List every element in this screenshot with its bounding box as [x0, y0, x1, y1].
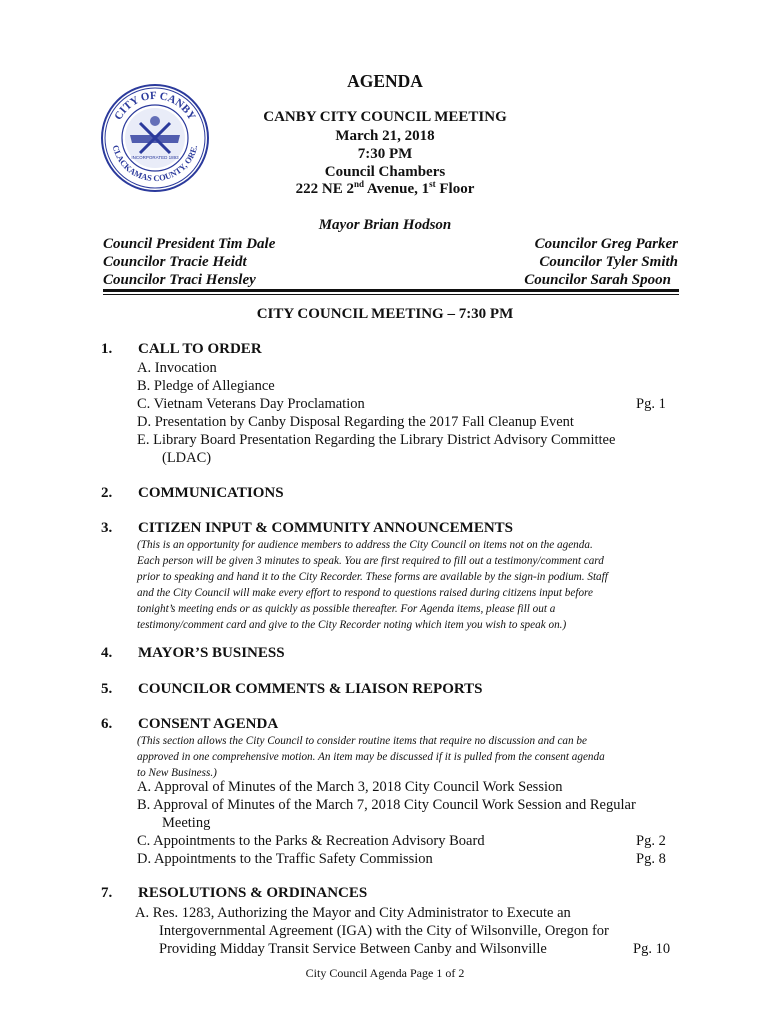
meeting-address: 222 NE 2nd Avenue, 1st Floor: [295, 179, 475, 197]
meeting-name: CANBY CITY COUNCIL MEETING: [263, 109, 507, 125]
section-3-title: CITIZEN INPUT & COMMUNITY ANNOUNCEMENTS: [138, 520, 514, 536]
councilor-left-2: Councilor Tracie Heidt: [103, 254, 247, 270]
list-item: B. Approval of Minutes of the March 7, 2018 City Council Work Session and Regular: [137, 797, 636, 813]
section-1-title: CALL TO ORDER: [138, 341, 262, 357]
meeting-heading: CITY COUNCIL MEETING – 7:30 PM: [256, 306, 514, 322]
page-ref: Pg. 2: [636, 833, 666, 849]
list-item-continued: Intergovernmental Agreement (IGA) with the City of Wilsonville, Oregon for: [159, 923, 609, 939]
list-item: C. Appointments to the Parks & Recreation Advisory Board: [137, 833, 485, 849]
section-2-title: COMMUNICATIONS: [138, 485, 284, 501]
section-4-title: MAYOR’S BUSINESS: [138, 645, 285, 661]
section-7-title: RESOLUTIONS & ORDINANCES: [138, 885, 368, 901]
page-ref: Pg. 8: [636, 851, 666, 867]
seal-center-text: INCORPORATED 1893: [131, 155, 179, 160]
meeting-date: March 21, 2018: [335, 128, 435, 144]
section-7-number: 7.: [101, 885, 113, 901]
councilor-right-3: Councilor Sarah Spoon: [524, 272, 671, 288]
councilor-left-1: Council President Tim Dale: [103, 236, 276, 252]
section-1-number: 1.: [101, 341, 113, 357]
section-5-number: 5.: [101, 681, 113, 697]
page-footer: City Council Agenda Page 1 of 2: [305, 966, 465, 980]
divider-thin: [103, 294, 679, 295]
section-2-number: 2.: [101, 485, 113, 501]
page-ref: Pg. 10: [633, 941, 671, 957]
councilors-right: [524, 235, 678, 289]
list-item-continued: (LDAC): [162, 450, 212, 466]
section-6-title: CONSENT AGENDA: [138, 716, 279, 732]
councilor-left-3: Councilor Traci Hensley: [103, 272, 256, 288]
seal-bottom-text: CLACKAMAS COUNTY, ORE.: [110, 143, 200, 184]
mayor-name: Mayor Brian Hodson: [318, 217, 452, 233]
meeting-location: Council Chambers: [324, 164, 446, 180]
councilor-right-2: Councilor Tyler Smith: [539, 254, 678, 270]
seal-top-text: CITY OF CANBY: [112, 89, 198, 123]
section-5-title: COUNCILOR COMMENTS & LIAISON REPORTS: [138, 681, 483, 697]
list-item: B. Pledge of Allegiance: [137, 378, 275, 394]
meeting-time: 7:30 PM: [357, 146, 413, 162]
list-item: A. Approval of Minutes of the March 3, 2018 City Council Work Session: [137, 779, 563, 795]
list-item: A. Invocation: [137, 360, 217, 376]
list-item-continued: Meeting: [162, 815, 211, 831]
councilor-right-1: Councilor Greg Parker: [534, 236, 678, 252]
section-6-note: (This section allows the City Council to consider routine items that require no discussion and can be approved in one comprehensive motion. An item may be discussed if it is pulled from the consent agenda to New Business.): [137, 735, 605, 779]
list-item: D. Presentation by Canby Disposal Regarding the 2017 Fall Cleanup Event: [137, 414, 574, 430]
section-3-number: 3.: [101, 520, 113, 536]
section-3-note: (This is an opportunity for audience members to address the City Council on items not on the agenda. Each person will be given 3 minutes to speak. You are first required to fill out a testimony/comment card prior to speaking and hand it to the City Recorder. These forms are available by the sign-in podium. Staff and the City Council will make every effort to respond to questions raised during citizens input before tonight’s meeting ends or as quickly as possible thereafter. For Agenda items, please fill out a testimony/comment card and give to the City Recorder noting which item you wish to speak on.): [137, 539, 608, 631]
councilors-left: [103, 235, 275, 289]
agenda-title: AGENDA: [347, 71, 423, 91]
list-item-continued: Providing Midday Transit Service Between Canby and Wilsonville: [159, 941, 547, 957]
divider-thick: [103, 289, 679, 292]
list-item: E. Library Board Presentation Regarding the Library District Advisory Committee: [137, 432, 616, 448]
list-item: C. Vietnam Veterans Day Proclamation: [137, 396, 365, 412]
list-item: A. Res. 1283, Authorizing the Mayor and City Administrator to Execute an: [135, 905, 571, 921]
section-4-number: 4.: [101, 645, 113, 661]
list-item: D. Appointments to the Traffic Safety Commission: [137, 851, 433, 867]
page-ref: Pg. 1: [636, 396, 666, 412]
section-6-number: 6.: [101, 716, 113, 732]
